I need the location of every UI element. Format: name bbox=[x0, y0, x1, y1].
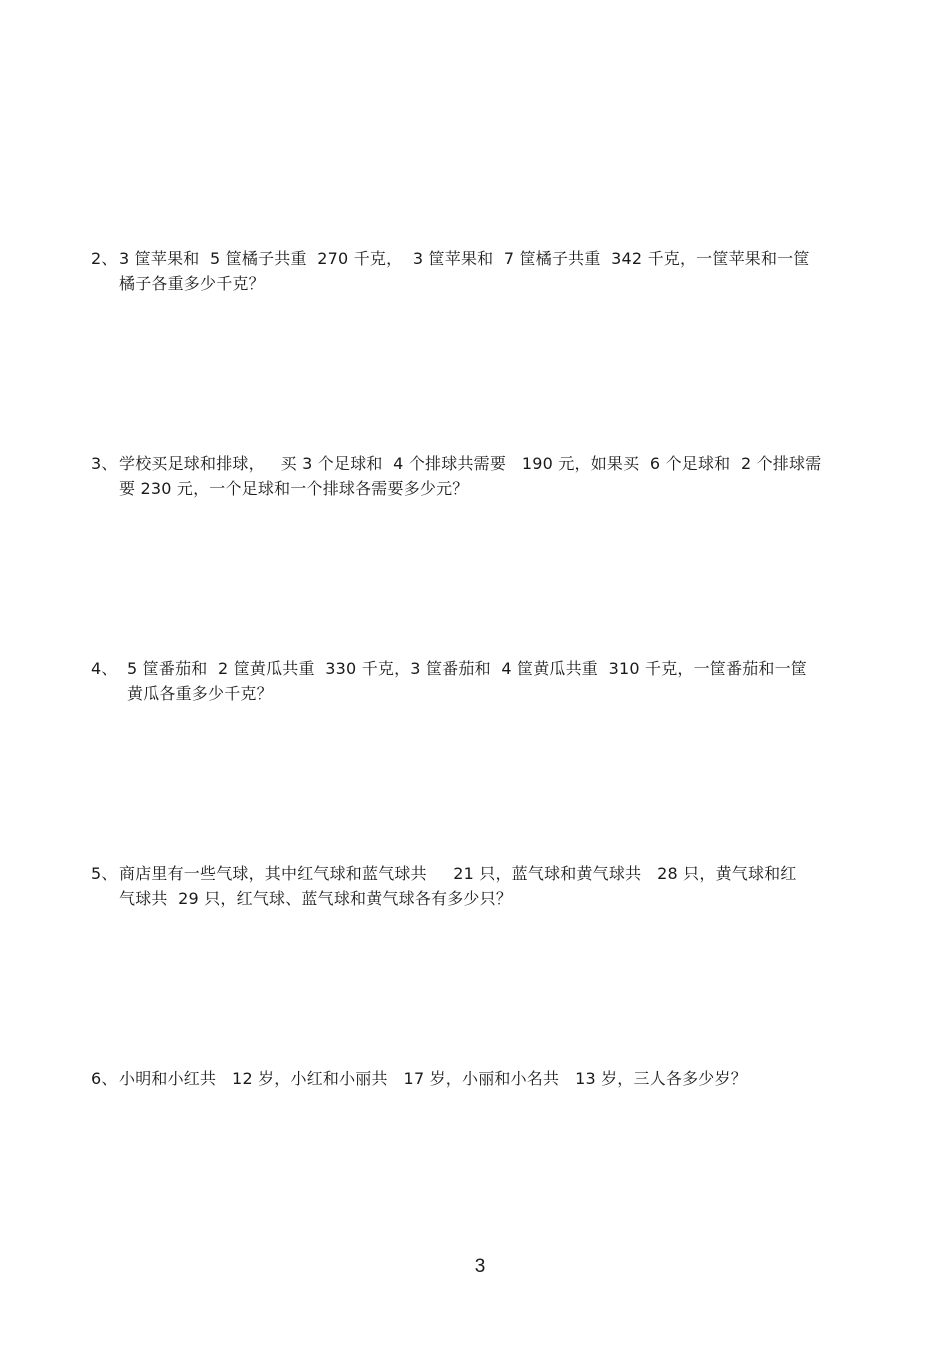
problem-text-line-1: 小明和小红共 12 岁，小红和小丽共 17 岁，小丽和小名共 13 岁，三人各多少岁？ bbox=[119, 1069, 747, 1088]
problem-text-line-2: 要 230 元，一个足球和一个排球各需要多少元？ bbox=[119, 479, 469, 498]
problem-text-line-2: 橘子各重多少千克？ bbox=[119, 274, 265, 293]
problem-number: 5、 bbox=[91, 864, 118, 883]
problem-text-line-1: 5 筐番茄和 2 筐黄瓜共重 330 千克，3 筐番茄和 4 筐黄瓜共重 310 千克，一筐番茄和一筐 bbox=[127, 659, 808, 678]
problem-text-line-1: 3 筐苹果和 5 筐橘子共重 270 千克， 3 筐苹果和 7 筐橘子共重 342 千克，一筐苹果和一筐 bbox=[119, 249, 810, 268]
problem-text-line-2: 黄瓜各重多少千克？ bbox=[127, 684, 273, 703]
problem-number: 3、 bbox=[91, 454, 118, 473]
problem-text-line-1: 商店里有一些气球，其中红气球和蓝气球共 21 只，蓝气球和黄气球共 28 只，黄气球和红 bbox=[119, 864, 797, 883]
problem-text-line-2: 气球共 29 只，红气球、蓝气球和黄气球各有多少只？ bbox=[119, 889, 513, 908]
problem-text-line-1: 学校买足球和排球， 买 3 个足球和 4 个排球共需要 190 元，如果买 6 个足球和 2 个排球需 bbox=[119, 454, 822, 473]
problem-number: 2、 bbox=[91, 249, 118, 268]
problem-number: 4、 bbox=[91, 659, 118, 678]
page-number: 3 bbox=[474, 1256, 486, 1277]
problem-number: 6、 bbox=[91, 1069, 118, 1088]
